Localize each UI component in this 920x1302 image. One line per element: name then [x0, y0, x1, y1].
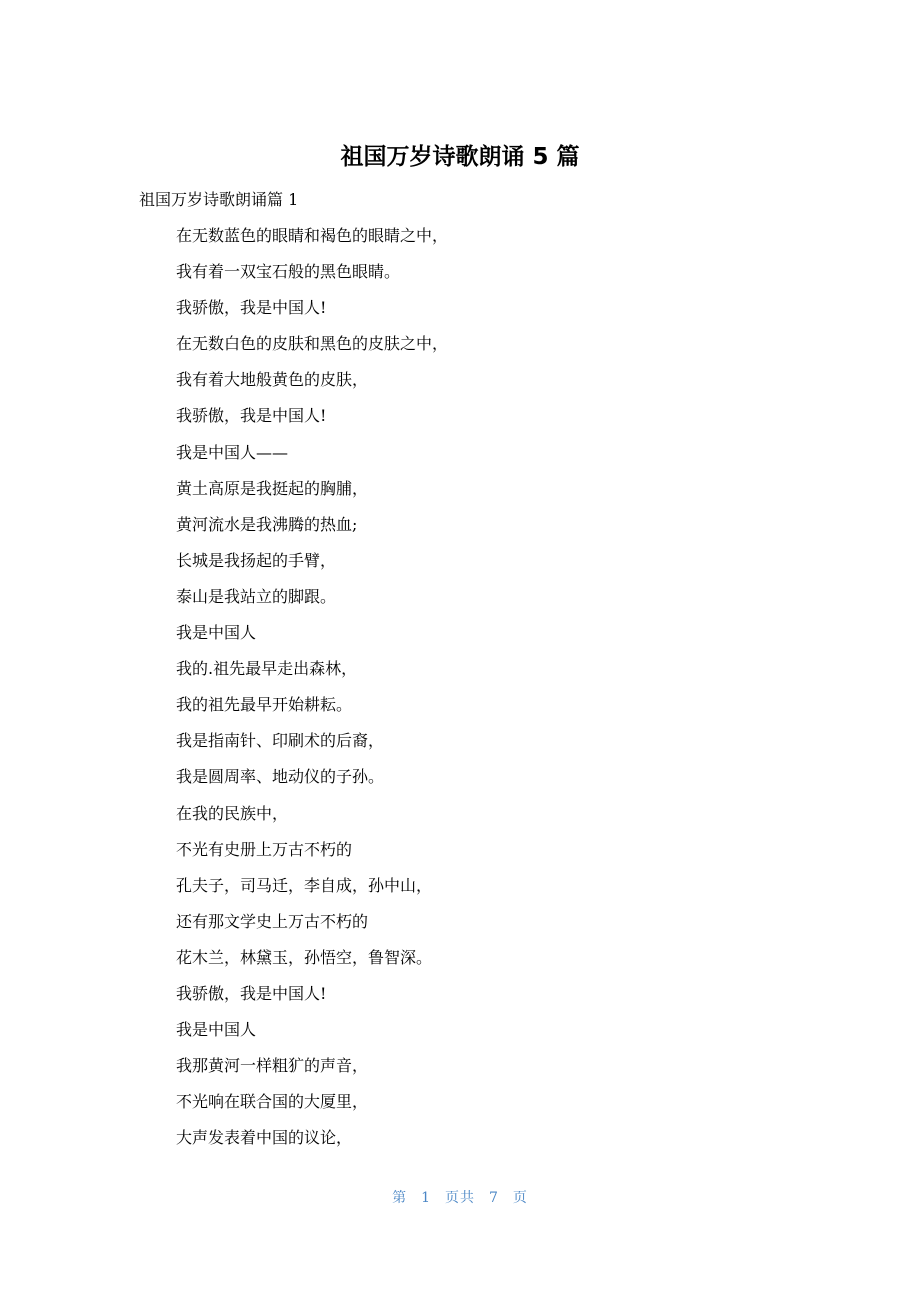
poem-line: 泰山是我站立的脚跟。	[176, 586, 337, 606]
poem-line: 在无数蓝色的眼睛和褐色的眼睛之中，	[176, 226, 449, 245]
poem-line: 我有着一双宝石般的黑色眼睛。	[176, 262, 401, 282]
poem-line: 在无数白色的皮肤和黑色的皮肤之中，	[176, 334, 449, 354]
poem-line: 黄土高原是我挺起的胸脯，	[176, 478, 369, 498]
footer-label-page: 第	[392, 1190, 408, 1206]
footer-label-total-suffix: 页	[512, 1190, 528, 1206]
poem-line: 花木兰，林黛玉，孙悟空，鲁智深。	[176, 947, 433, 967]
page-footer	[0, 1187, 920, 1209]
poem-line: 我是中国人	[176, 1020, 257, 1040]
poem-line: 我是中国人——	[176, 442, 289, 462]
poem-line: 黄河流水是我沸腾的热血;	[176, 514, 358, 534]
section-heading: 祖国万岁诗歌朗诵篇 1	[139, 190, 299, 209]
poem-line: 我是中国人	[176, 623, 257, 643]
poem-line: 我的.祖先最早走出森林，	[176, 659, 358, 679]
poem-line: 我的祖先最早开始耕耘。	[176, 695, 353, 715]
poem-line: 孔夫子，司马迁，李自成，孙中山，	[176, 875, 433, 895]
footer-total-pages: 7	[489, 1190, 499, 1206]
poem-line: 长城是我扬起的手臂，	[176, 550, 337, 570]
poem-body	[176, 224, 448, 1162]
poem-line: 我是指南针、印刷术的后裔，	[176, 731, 385, 751]
poem-line: 我有着大地般黄色的皮肤，	[176, 370, 369, 390]
poem-line: 我骄傲，我是中国人!	[176, 983, 327, 1003]
document-title: 祖国万岁诗歌朗诵 5 篇	[340, 144, 580, 170]
footer-current-page: 1	[421, 1190, 431, 1206]
poem-line: 还有那文学史上万古不朽的	[176, 911, 369, 931]
poem-line: 在我的民族中，	[176, 803, 289, 823]
poem-line: 我那黄河一样粗犷的声音，	[176, 1056, 369, 1076]
poem-line: 不光响在联合国的大厦里，	[176, 1092, 369, 1112]
footer-label-total-prefix: 页共	[445, 1190, 475, 1206]
poem-line: 我骄傲，我是中国人!	[176, 406, 327, 426]
poem-line: 大声发表着中国的议论，	[176, 1128, 353, 1148]
poem-line: 我骄傲，我是中国人!	[176, 298, 327, 318]
poem-line: 我是圆周率、地动仪的子孙。	[176, 767, 385, 787]
poem-line: 不光有史册上万古不朽的	[176, 839, 353, 859]
